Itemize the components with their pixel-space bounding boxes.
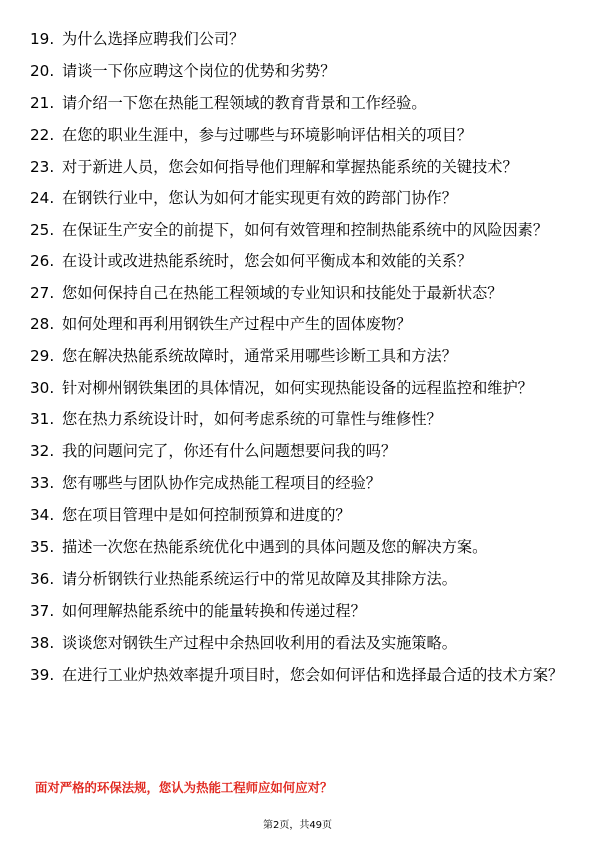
question-number: 36. bbox=[30, 570, 55, 588]
question-text: 在进行工业炉热效率提升项目时，您会如何评估和选择最合适的技术方案？ bbox=[62, 666, 564, 684]
question-text: 为什么选择应聘我们公司？ bbox=[62, 30, 245, 48]
question-text: 您如何保持自己在热能工程领域的专业知识和技能处于最新状态？ bbox=[62, 284, 503, 302]
question-item bbox=[30, 219, 570, 241]
question-number: 23. bbox=[30, 158, 55, 176]
question-number: 21. bbox=[30, 94, 55, 112]
question-item bbox=[30, 600, 570, 622]
question-number: 39. bbox=[30, 666, 55, 684]
question-text: 对于新进人员，您会如何指导他们理解和掌握热能系统的关键技术？ bbox=[62, 158, 518, 176]
question-item bbox=[30, 345, 570, 367]
question-item bbox=[30, 632, 570, 654]
question-item bbox=[30, 28, 570, 50]
question-number: 29. bbox=[30, 347, 55, 365]
question-text: 请介绍一下您在热能工程领域的教育背景和工作经验。 bbox=[62, 94, 427, 112]
question-number: 33. bbox=[30, 474, 55, 492]
question-item bbox=[30, 504, 570, 526]
question-item bbox=[30, 124, 570, 146]
question-item bbox=[30, 92, 570, 114]
question-text: 您有哪些与团队协作完成热能工程项目的经验？ bbox=[62, 474, 381, 492]
question-text: 请分析钢铁行业热能系统运行中的常见故障及其排除方法。 bbox=[62, 570, 457, 588]
question-item bbox=[30, 377, 570, 399]
question-text: 如何处理和再利用钢铁生产过程中产生的固体废物？ bbox=[62, 315, 412, 333]
question-number: 34. bbox=[30, 506, 55, 524]
question-item bbox=[30, 664, 570, 686]
question-item bbox=[30, 568, 570, 590]
question-text: 您在项目管理中是如何控制预算和进度的？ bbox=[62, 506, 351, 524]
question-text: 请谈一下你应聘这个岗位的优势和劣势？ bbox=[62, 62, 336, 80]
question-number: 27. bbox=[30, 284, 55, 302]
question-item bbox=[30, 313, 570, 335]
question-item bbox=[30, 187, 570, 209]
page-footer: 第2页，共49页 bbox=[262, 820, 333, 831]
question-text: 在您的职业生涯中，参与过哪些与环境影响评估相关的项目？ bbox=[62, 126, 473, 144]
question-text: 在保证生产安全的前提下，如何有效管理和控制热能系统中的风险因素？ bbox=[62, 221, 548, 239]
question-number: 38. bbox=[30, 634, 55, 652]
question-item bbox=[30, 536, 570, 558]
question-number: 30. bbox=[30, 379, 55, 397]
question-item bbox=[30, 472, 570, 494]
question-item bbox=[30, 250, 570, 272]
question-text: 在钢铁行业中，您认为如何才能实现更有效的跨部门协作？ bbox=[62, 189, 457, 207]
question-text: 如何理解热能系统中的能量转换和传递过程？ bbox=[62, 602, 366, 620]
question-text: 在设计或改进热能系统时，您会如何平衡成本和效能的关系？ bbox=[62, 252, 473, 270]
question-number: 28. bbox=[30, 315, 55, 333]
question-number: 31. bbox=[30, 410, 55, 428]
question-text: 谈谈您对钢铁生产过程中余热回收利用的看法及实施策略。 bbox=[62, 634, 457, 652]
question-number: 37. bbox=[30, 602, 55, 620]
question-text: 您在解决热能系统故障时，通常采用哪些诊断工具和方法？ bbox=[62, 347, 457, 365]
question-text: 您在热力系统设计时，如何考虑系统的可靠性与维修性？ bbox=[62, 410, 442, 428]
question-number: 22. bbox=[30, 126, 55, 144]
question-text: 我的问题问完了，你还有什么问题想要问我的吗？ bbox=[62, 442, 397, 460]
question-number: 26. bbox=[30, 252, 55, 270]
question-text: 针对柳州钢铁集团的具体情况，如何实现热能设备的远程监控和维护？ bbox=[62, 379, 533, 397]
highlight-question: 面对严格的环保法规，您认为热能工程师应如何应对？ bbox=[35, 780, 333, 795]
question-number: 19. bbox=[30, 30, 55, 48]
question-item bbox=[30, 440, 570, 462]
question-number: 35. bbox=[30, 538, 55, 556]
question-number: 24. bbox=[30, 189, 55, 207]
question-item bbox=[30, 156, 570, 178]
question-item bbox=[30, 408, 570, 430]
question-number: 32. bbox=[30, 442, 55, 460]
question-list bbox=[30, 28, 570, 695]
question-number: 25. bbox=[30, 221, 55, 239]
question-item bbox=[30, 60, 570, 82]
question-item bbox=[30, 282, 570, 304]
question-number: 20. bbox=[30, 62, 55, 80]
question-text: 描述一次您在热能系统优化中遇到的具体问题及您的解决方案。 bbox=[62, 538, 488, 556]
